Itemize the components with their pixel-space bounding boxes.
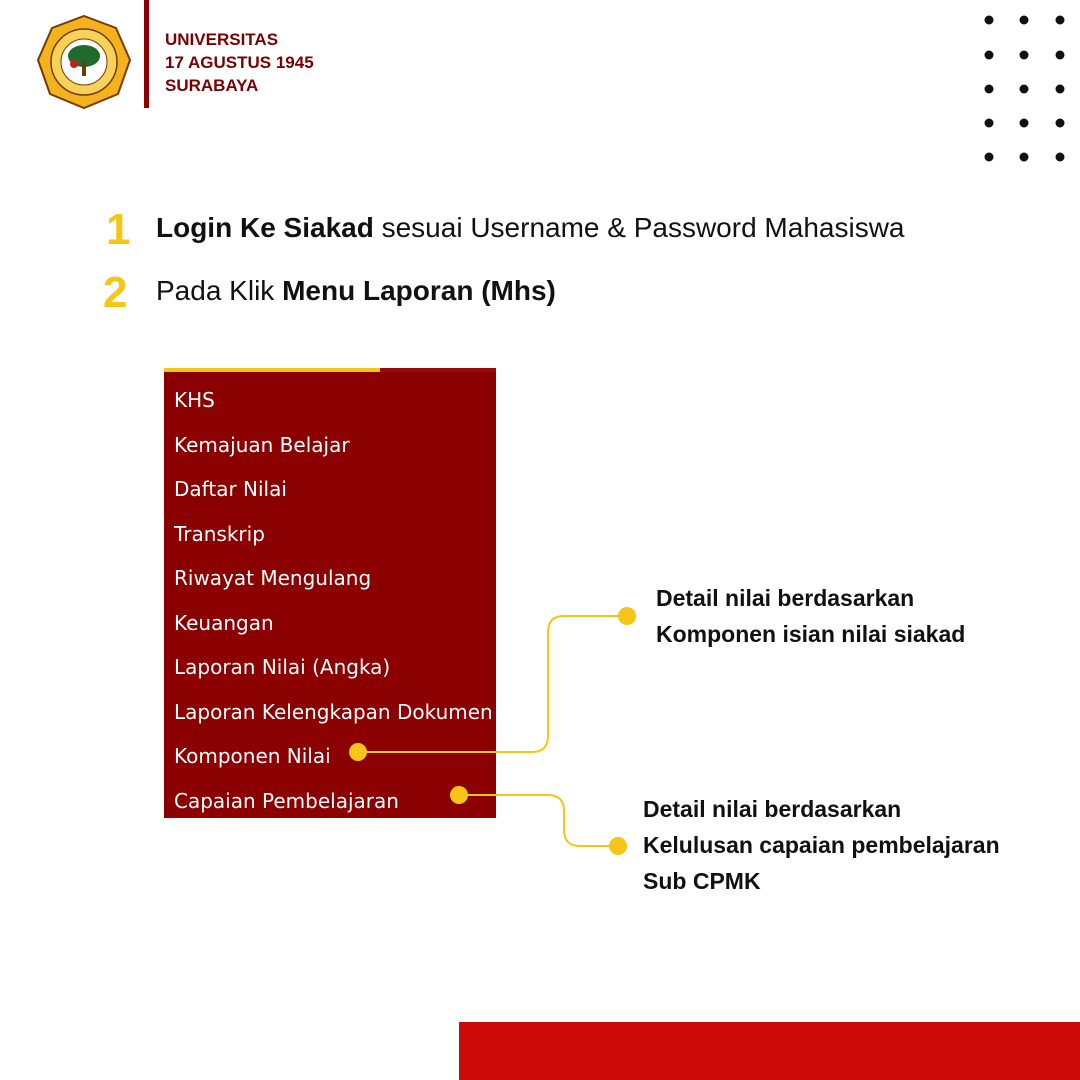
menu-item-transkrip[interactable]: Transkrip: [174, 521, 265, 546]
menu-item-komponen-nilai[interactable]: Komponen Nilai: [174, 744, 331, 768]
capaian-note-line-3: Sub CPMK: [643, 868, 761, 894]
university-logo: [36, 14, 132, 110]
komponen-note-line-1: Detail nilai berdasarkan: [656, 585, 915, 611]
menu-item-laporan-nilai-angka[interactable]: Laporan Nilai (Angka): [174, 655, 391, 679]
capaian-note: [643, 791, 1000, 899]
step-2-prefix: Pada Klik: [156, 275, 283, 306]
komponen-note-dot: [618, 607, 636, 625]
footer-red-strip: [459, 1022, 1080, 1080]
header-divider: [144, 0, 149, 108]
capaian-note-line-2: Kelulusan capaian pembelajaran: [643, 832, 1000, 858]
step-2-bold: Menu Laporan (Mhs): [282, 275, 556, 306]
university-name-line-2: 17 AGUSTUS 1945: [165, 53, 314, 72]
menu-item-laporan-kelengkapan-dokumen[interactable]: Laporan Kelengkapan Dokumen: [174, 699, 493, 724]
step-2-text: [156, 274, 556, 308]
menu-item-keuangan[interactable]: Keuangan: [174, 610, 274, 635]
komponen-note-line-2: Komponen isian nilai siakad: [656, 621, 966, 647]
menu-item-kemajuan-belajar[interactable]: Kemajuan Belajar: [174, 432, 350, 457]
step-1-bold: Login Ke Siakad: [156, 212, 374, 243]
decorative-dot-grid: [976, 10, 1080, 170]
menu-item-riwayat-mengulang[interactable]: Riwayat Mengulang: [174, 566, 372, 590]
menu-item-khs[interactable]: KHS: [174, 388, 215, 412]
university-name-line-1: UNIVERSITAS: [165, 30, 279, 49]
capaian-note-dot: [609, 837, 627, 855]
capaian-note-line-1: Detail nilai berdasarkan: [643, 796, 902, 822]
step-1-text: [156, 211, 905, 245]
step-1-number: 1: [106, 205, 131, 254]
menu-item-capaian-pembelajaran[interactable]: Capaian Pembelajaran: [174, 788, 399, 813]
laporan-menu-list: [174, 382, 493, 827]
step-2-number: 2: [103, 268, 128, 317]
university-name-line-3: SURABAYA: [165, 76, 259, 95]
menu-item-daftar-nilai[interactable]: Daftar Nilai: [174, 477, 287, 501]
menu-active-indicator: [164, 368, 380, 372]
step-1-normal: sesuai Username & Password Mahasiswa: [373, 212, 905, 243]
university-name: [165, 28, 314, 97]
laporan-menu: [164, 368, 496, 818]
komponen-note: [656, 580, 965, 652]
